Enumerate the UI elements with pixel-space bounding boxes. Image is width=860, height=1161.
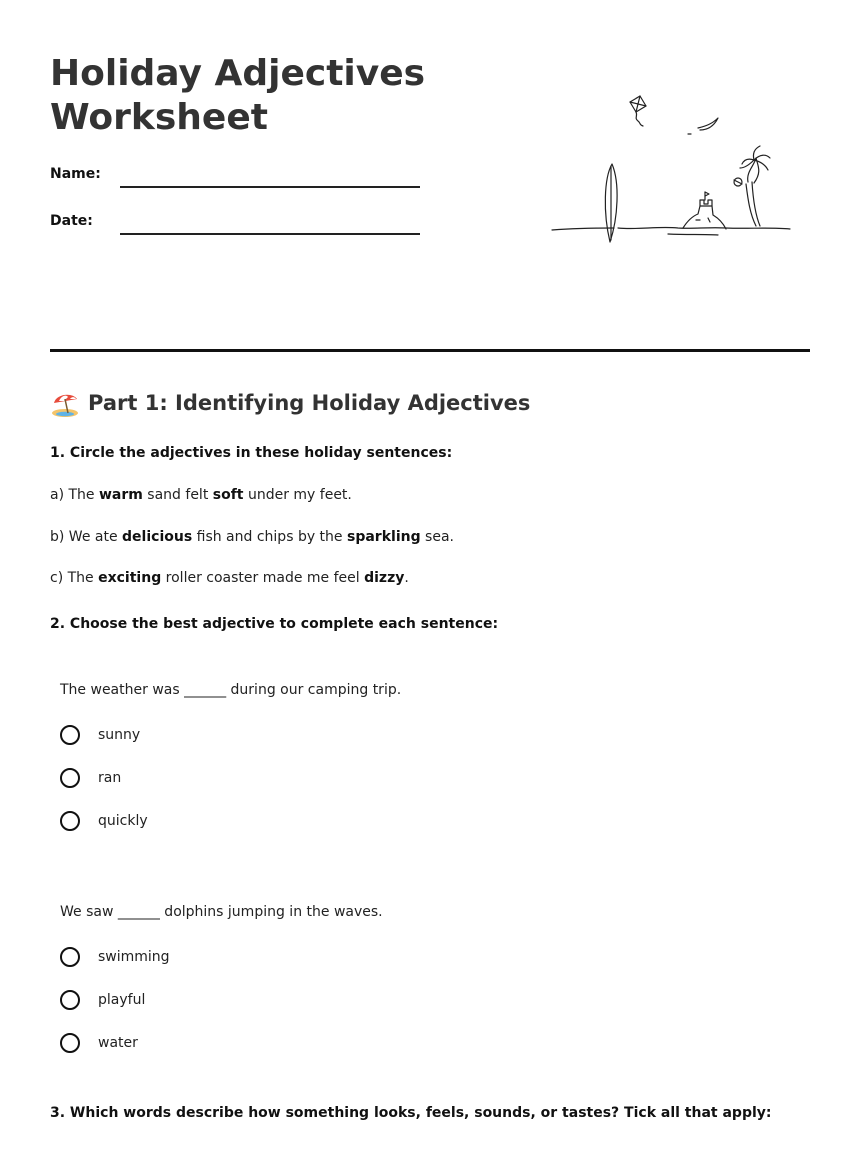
question-3-title: 3. Which words describe how something looks, feels, sounds, or tastes? Tick all that apply: — [50, 1105, 772, 1121]
adjective-word[interactable]: delicious — [122, 529, 193, 545]
mc-question-2-prompt: We saw ______ dolphins jumping in the waves. — [60, 904, 383, 920]
radio-button[interactable] — [60, 725, 80, 745]
date-label: Date: — [50, 213, 93, 229]
sentence-a — [50, 487, 352, 503]
adjective-word[interactable]: warm — [98, 487, 143, 503]
radio-button[interactable] — [60, 811, 80, 831]
beach-scene-illustration — [548, 88, 798, 250]
option-quickly[interactable] — [60, 809, 148, 833]
option-ran[interactable] — [60, 766, 121, 790]
section-divider — [50, 349, 810, 352]
adjective-word[interactable]: soft — [212, 487, 244, 503]
sentence-text: c) The — [50, 570, 99, 586]
mc-question-1-prompt: The weather was ______ during our camping trip. — [60, 682, 402, 698]
surfboard-icon — [605, 164, 617, 242]
sentence-text: . — [404, 570, 409, 586]
option-label: water — [98, 1035, 138, 1051]
worksheet-title: Holiday Adjectives Worksheet — [50, 53, 426, 138]
sentence-text: fish and chips by the — [192, 529, 347, 545]
kite-icon — [630, 96, 646, 126]
option-label: ran — [98, 770, 122, 786]
adjective-word[interactable]: dizzy — [364, 570, 405, 586]
radio-button[interactable] — [60, 990, 80, 1010]
name-field[interactable] — [120, 186, 420, 188]
option-label: playful — [98, 992, 146, 1008]
sentence-c — [50, 570, 409, 586]
option-water[interactable] — [60, 1031, 138, 1055]
option-playful[interactable] — [60, 988, 145, 1012]
sentence-text: b) We ate — [50, 529, 123, 545]
palm-tree-icon — [734, 146, 770, 226]
option-swimming[interactable] — [60, 945, 170, 969]
name-label: Name: — [50, 166, 101, 182]
question-1-title: 1. Circle the adjectives in these holiday sentences: — [50, 445, 453, 461]
option-label: sunny — [98, 727, 141, 743]
option-sunny[interactable] — [60, 723, 140, 747]
radio-button[interactable] — [60, 768, 80, 788]
part1-heading — [50, 388, 530, 418]
question-2-title: 2. Choose the best adjective to complete each sentence: — [50, 616, 499, 632]
sentence-text: sea. — [420, 529, 454, 545]
beach-umbrella-emoji-icon — [50, 388, 80, 418]
radio-button[interactable] — [60, 1033, 80, 1053]
adjective-word[interactable]: sparkling — [347, 529, 421, 545]
option-label: swimming — [98, 949, 170, 965]
date-field[interactable] — [120, 233, 420, 235]
bird-icon — [688, 118, 718, 134]
option-label: quickly — [98, 813, 148, 829]
ground-line — [552, 227, 790, 230]
sentence-text: a) The — [50, 487, 99, 503]
part1-heading-text: Part 1: Identifying Holiday Adjectives — [88, 391, 531, 415]
sentence-text: roller coaster made me feel — [161, 570, 365, 586]
sentence-text: under my feet. — [243, 487, 352, 503]
sentence-b — [50, 529, 454, 545]
sandcastle-icon — [683, 192, 726, 229]
adjective-word[interactable]: exciting — [98, 570, 162, 586]
sentence-text: sand felt — [142, 487, 213, 503]
radio-button[interactable] — [60, 947, 80, 967]
